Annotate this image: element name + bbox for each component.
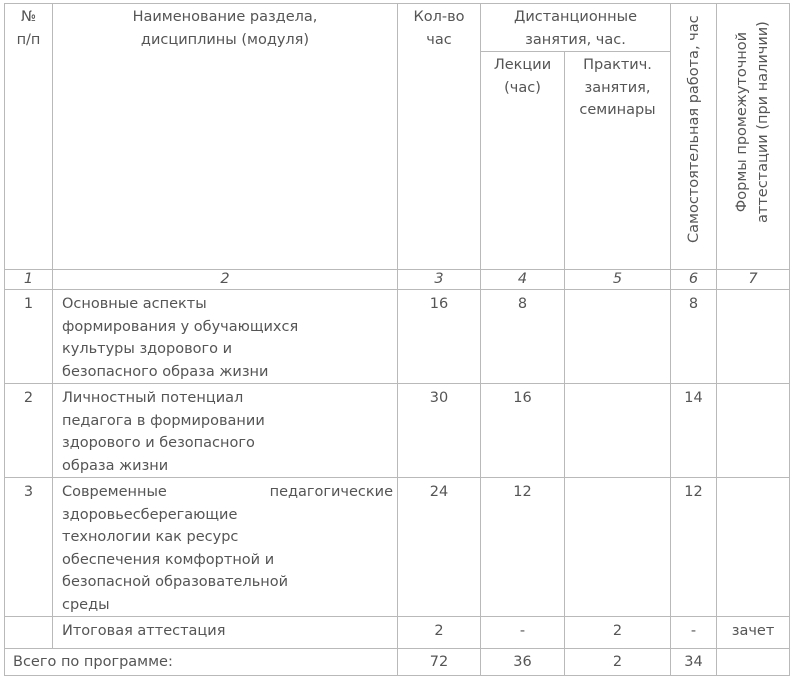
header-section-name: Наименование раздела, дисциплины (модуля) xyxy=(53,4,398,270)
header-attestation-forms: Формы промежуточной аттестации (при наличии) xyxy=(717,4,790,270)
column-number: 1 xyxy=(5,270,53,290)
lectures-cell: 12 xyxy=(481,478,565,617)
column-number: 5 xyxy=(565,270,671,290)
justified-word: педагогические xyxy=(269,484,393,500)
hours-cell: 2 xyxy=(398,617,481,649)
justified-word: Современные xyxy=(62,484,167,500)
self-work-cell: - xyxy=(671,617,717,649)
header-number: № п/п xyxy=(5,4,53,270)
column-number: 7 xyxy=(717,270,790,290)
lectures-cell: 8 xyxy=(481,290,565,384)
self-work-cell: 8 xyxy=(671,290,717,384)
practice-cell xyxy=(565,290,671,384)
hours-cell: 24 xyxy=(398,478,481,617)
attestation-cell: зачет xyxy=(717,617,790,649)
table-row xyxy=(5,384,790,478)
header-lectures: Лекции (час) xyxy=(481,52,565,270)
header-practice: Практич. занятия, семинары xyxy=(565,52,671,270)
total-label: Всего по программе: xyxy=(5,649,398,676)
header-self-work: Самостоятельная работа, час xyxy=(671,4,717,270)
section-name: Итоговая аттестация xyxy=(53,617,398,649)
lectures-cell: - xyxy=(481,617,565,649)
column-number: 4 xyxy=(481,270,565,290)
total-self-work: 34 xyxy=(671,649,717,676)
section-name: Личностный потенциал педагога в формировании здорового и безопасного образа жизни xyxy=(53,384,398,478)
section-name: Современные педагогические здоровьесберегающие технологии как ресурс обеспечения комфортной и безопасной образовательной среды xyxy=(53,478,398,617)
section-name: Основные аспекты формирования у обучающихся культуры здорового и безопасного образа жизни xyxy=(53,290,398,384)
practice-cell xyxy=(565,384,671,478)
hours-cell: 16 xyxy=(398,290,481,384)
table-row xyxy=(5,617,790,649)
hours-cell: 30 xyxy=(398,384,481,478)
header-distance-classes: Дистанционные занятия, час. xyxy=(481,4,671,52)
row-number: 3 xyxy=(5,478,53,617)
column-number-row xyxy=(5,270,790,290)
row-number: 2 xyxy=(5,384,53,478)
column-number: 3 xyxy=(398,270,481,290)
attestation-cell xyxy=(717,290,790,384)
row-number: 1 xyxy=(5,290,53,384)
table-row xyxy=(5,478,790,617)
attestation-cell xyxy=(717,384,790,478)
practice-cell xyxy=(565,478,671,617)
column-number: 2 xyxy=(53,270,398,290)
total-hours: 72 xyxy=(398,649,481,676)
self-work-cell: 14 xyxy=(671,384,717,478)
attestation-cell xyxy=(717,478,790,617)
table-row xyxy=(5,290,790,384)
total-row xyxy=(5,649,790,676)
column-number: 6 xyxy=(671,270,717,290)
header-hours: Кол-во час xyxy=(398,4,481,270)
total-attestation xyxy=(717,649,790,676)
total-practice: 2 xyxy=(565,649,671,676)
curriculum-table xyxy=(4,3,790,676)
lectures-cell: 16 xyxy=(481,384,565,478)
header-row xyxy=(5,4,790,52)
self-work-cell: 12 xyxy=(671,478,717,617)
total-lectures: 36 xyxy=(481,649,565,676)
practice-cell: 2 xyxy=(565,617,671,649)
row-number xyxy=(5,617,53,649)
